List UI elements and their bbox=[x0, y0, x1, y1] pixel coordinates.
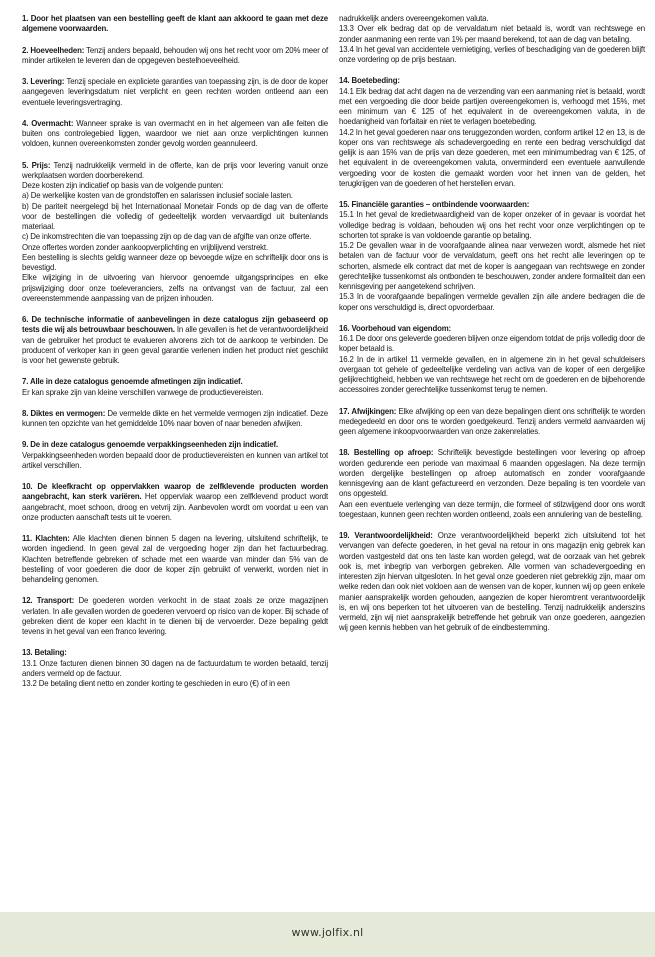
section-paragraph: Onze offertes worden zonder aankoopverplichting en vrijblijvend verstrekt. bbox=[22, 242, 268, 252]
section-title: 14. Boetebeding: bbox=[339, 76, 400, 86]
section-paragraph: Een bestelling is slechts geldig wanneer deze op bevoegde wijze en schriftelijk door ons is bevestigd. bbox=[22, 252, 328, 272]
section-heading: 4. Overmacht: bbox=[22, 118, 74, 128]
footer-bar bbox=[0, 912, 655, 957]
section-s16 bbox=[339, 324, 645, 396]
section-heading: 17. Afwijkingen: bbox=[339, 406, 397, 416]
section-heading: 19. Verantwoordelijkheid: bbox=[339, 531, 433, 540]
section-paragraph: 15.3 In de voorafgaande bepalingen vermelde gevallen zijn alle andere bedragen die de koper ons verschuldigd is, direct opvorderbaar. bbox=[339, 292, 645, 312]
section-lead bbox=[22, 596, 328, 637]
section-s15 bbox=[339, 200, 645, 313]
section-s7 bbox=[22, 377, 328, 398]
section-lead bbox=[22, 46, 328, 67]
section-lead bbox=[22, 409, 328, 430]
section-text: Wanneer sprake is van overmacht en in het algemeen van alle feiten die buiten ons controlegebied liggen, waardoor we niet aan onze verplichtingen kunnen voldoen, kunnen overeenkomsten zonder gevolg worden geannuleerd. bbox=[22, 118, 328, 149]
section-paragraph: 13.1 Onze facturen dienen binnen 30 dagen na de factuurdatum te worden betaald, tenzij anders vermeld op de factuur. bbox=[22, 658, 328, 678]
section-lead bbox=[22, 315, 328, 366]
section-lead bbox=[339, 407, 645, 438]
section-paragraph: Verpakkingseenheden worden bepaald door de productievereisten en kunnen van artikel tot artikel verschillen. bbox=[22, 450, 328, 470]
section-lead bbox=[339, 531, 645, 634]
section-heading: 11. Klachten: bbox=[22, 534, 70, 543]
section-lead bbox=[22, 534, 328, 585]
section-heading: 18. Bestelling op afroep: bbox=[339, 448, 434, 458]
section-heading: 12. Transport: bbox=[22, 596, 75, 606]
section-s17 bbox=[339, 407, 645, 438]
section-heading: 9. De in deze catalogus genoemde verpakkingseenheden zijn indicatief. bbox=[22, 440, 278, 450]
section-text: Onze verantwoordelijkheid beperkt zich uitsluitend tot het vervangen van defecte goederen, in het geval na retour in ons magazijn enig gebrek kan worden vastgesteld dat ons ten laste kan worden gelegd, wat de oorzaak van het gebrek ook is, met inbegrip van verborgen gebreken. Alle vormen van schadevergoeding en interesten zijn hiervan uitgesloten. In het geval onze goederen niet gebrekkig zijn, maar om welke reden dan ook niet voldoen aan de wensen van de koper, kunnen wij op geen enkele manier aansprakelijk worden gehouden, aangezien de koper hieromtrent verantwoordelijk is, en wij ons beperken tot het uitvoeren van de bestelling. Tenzij nadrukkelijk anderszins vermeld, zijn wij niet aansprakelijk betreffende het gebruik van onze goederen, aangezien wij geen kennis hebben van het gebruik of de eindbestemming. bbox=[339, 531, 646, 633]
section-text: De vermelde dikte en het vermelde vermogen zijn indicatief. Deze kunnen ten opzichte van het gemiddelde 10% naar boven of naar beneden afwijken. bbox=[22, 408, 329, 428]
section-s6 bbox=[22, 315, 328, 366]
section-s11 bbox=[22, 534, 328, 585]
section-heading: 13. Betaling: bbox=[22, 648, 67, 658]
section-text: Tenzij anders bepaald, behouden wij ons het recht voor om 20% meer of minder artikelen te leveren dan de opgegeven bestelhoeveelheid. bbox=[22, 45, 328, 65]
section-paragraph: Aan een eventuele verlenging van deze termijn, die formeel of stilzwijgend door ons wordt toegestaan, kunnen geen rechten worden ontleend, zoals een annulering van de bestelling. bbox=[339, 499, 645, 519]
section-paragraph: a) De werkelijke kosten van de grondstoffen en salarissen inclusief sociale lasten. bbox=[22, 191, 293, 201]
section-lead bbox=[22, 77, 328, 108]
section-lead bbox=[22, 648, 328, 658]
section-text: Het oppervlak waarop een zelfklevend product wordt aangebracht, moet schoon, droog en vetvrij zijn. Aanbevolen wordt om voordat u een van onze producten aanschaft tests uit te voeren. bbox=[22, 492, 329, 522]
section-paragraph: 16.2 In de in artikel 11 vermelde gevallen, en in algemene zin in het geval schuldeisers overgaan tot gehele of gedeeltelijke verdeling van activa van de koper of een dergelijke gelijkrechtigheid, hebben we van rechtswege het recht om de goederen en de bijbehorende accessoires zonder gerechtelijke tussenkomst terug te nemen. bbox=[339, 354, 645, 395]
section-paragraph: Elke wijziging in de uitvoering van hiervoor genoemde uitgangsprincipes en elke prijswijziging door onze toeleveranciers, zelfs na ontvangst van de factuur, zal een overeenstemmende aanpassing van de prijzen inhouden. bbox=[22, 273, 328, 303]
website-link[interactable]: www.jolfix.nl bbox=[291, 926, 364, 939]
section-lead bbox=[22, 440, 328, 450]
section-paragraph: 13.4 In het geval van accidentele vernietiging, verlies of beschadiging van de goederen blijft onze vordering op de prijs bestaan. bbox=[339, 44, 645, 64]
section-lead bbox=[22, 161, 328, 182]
section-s5 bbox=[22, 161, 328, 305]
section-paragraph: 16.1 De door ons geleverde goederen blijven onze eigendom totdat de prijs volledig door de koper betaald is. bbox=[339, 334, 645, 354]
section-heading: 6. De technische informatie of aanbevelingen in deze catalogus zijn gebaseerd op tests die wij als betrouwbaar beschouwen. bbox=[22, 315, 328, 335]
section-paragraph: 13.2 De betaling dient netto en zonder korting te geschieden in euro (€) of in een bbox=[22, 679, 290, 688]
section-paragraph: 15.2 De gevallen waar in de voorafgaande alinea naar verwezen wordt, alsmede het niet betalen van de factuur voor de vervaldatum, geeft ons het recht alle leveringen op te schorten, alsmede elk contract dat met de koper is aangegaan van rechtswege en zonder gerechtelijke tussenkomst als ontbonden te beschouwen, zonder andere formaliteit dan een kennisgeving per aangetekend schrijven. bbox=[339, 241, 645, 291]
section-text: In alle gevallen is het de verantwoordelijkheid van de gebruiker het product te evalueren alvorens zich tot de aankoop te verbinden. De producent of verkoper kan in geen geval garantie verlenen indien het product niet geschikt is voor het gewenste gebruik. bbox=[22, 325, 329, 365]
section-paragraph: b) De pariteit neergelegd bij het Internationaal Monetair Fonds op de dag van de offerte voor de bestellingen die volledig of gedeeltelijk worden vervaardigd uit buitenlands materiaal. bbox=[22, 201, 328, 231]
section-heading: 10. De kleefkracht op oppervlakken waarop de zelfklevende producten worden aangebracht, kan sterk variëren. bbox=[22, 482, 328, 502]
section-title: 15. Financiële garanties – ontbindende voorwaarden: bbox=[339, 200, 530, 209]
section-paragraph: c) De inkomstrechten die van toepassing zijn op de dag van de afgifte van onze offerte. bbox=[22, 232, 312, 242]
section-text: Schriftelijk bevestigde bestellingen voor levering op afroep worden gedurende een periode van maximaal 6 maanden opgeslagen. Na deze termijn worden dergelijke bestellingen op afroep automatisch en zonder voorafgaande kennisgeving aan de klant gefactureerd en verzonden. Deze bepaling is ten voordele van ons opgesteld. bbox=[339, 448, 646, 499]
section-paragraph: Deze kosten zijn indicatief op basis van de volgende punten: bbox=[22, 181, 224, 190]
section-s13b bbox=[339, 14, 645, 65]
section-lead bbox=[22, 482, 328, 523]
section-s14 bbox=[339, 76, 645, 189]
section-paragraph: 14.1 Elk bedrag dat acht dagen na de verzending van een aanmaning niet is betaald, wordt met een vergoeding die door beide partijen overeengekomen is, verhoogd met 15%, met een minimum van € 125 of het equivalent in de overeengekomen valuta, in de hoedanigheid van forfaitair en niet te verlagen boetebeding. bbox=[339, 86, 645, 127]
section-paragraph: Er kan sprake zijn van kleine verschillen vanwege de productievereisten. bbox=[22, 387, 264, 397]
section-text: Tenzij speciale en expliciete garanties van toepassing zijn, is de door de koper aangegeven leveringsdatum niet verplicht en geen rechten worden ontleend aan een eventuele leveringsvertraging. bbox=[22, 77, 328, 107]
section-s12 bbox=[22, 596, 328, 637]
section-s2 bbox=[22, 46, 328, 67]
left-column bbox=[22, 14, 328, 700]
section-s8 bbox=[22, 409, 328, 430]
section-s4 bbox=[22, 119, 328, 150]
section-title: 16. Voorbehoud van eigendom: bbox=[339, 323, 452, 333]
section-lead bbox=[339, 448, 645, 499]
section-heading: 1. Door het plaatsen van een bestelling geeft de klant aan akkoord te gaan met deze algemene voorwaarden. bbox=[22, 14, 328, 34]
section-lead bbox=[22, 377, 328, 387]
section-heading: 7. Alle in deze catalogus genoemde afmetingen zijn indicatief. bbox=[22, 377, 243, 387]
right-column bbox=[339, 14, 645, 645]
section-paragraph: 15.1 In het geval de kredietwaardigheid van de koper onzeker of in gevaar is voordat het volledige bedrag is voldaan, behouden wij ons het recht voor onze verplichtingen op te schorten tot sprake is van voldoende garantie op betaling. bbox=[339, 210, 645, 240]
section-s9 bbox=[22, 440, 328, 471]
section-lead bbox=[22, 119, 328, 150]
section-lead bbox=[22, 14, 328, 35]
section-text: De goederen worden verkocht in de staat zoals ze onze magazijnen verlaten. In alle gevallen worden de goederen vervoerd op risico van de koper. Bij schade of gebreken dient de koper een klacht in te dienen bij de vervoerder. Deze bepaling geldt tevens in het geval van een franco levering. bbox=[22, 596, 328, 636]
section-text: Tenzij nadrukkelijk vermeld in de offerte, kan de prijs voor levering vanuit onze werkplaatsen worden doorberekend. bbox=[22, 160, 328, 180]
section-heading: 5. Prijs: bbox=[22, 160, 51, 170]
section-text: Elke afwijking op een van deze bepalingen dient ons schriftelijk te worden medegedeeld en door ons te worden goedgekeurd. Tenzij anders vermeld aanvaarden wij geen algemene inkoopvoorwaarden van onze zakenrelaties. bbox=[339, 406, 645, 436]
section-s10 bbox=[22, 482, 328, 523]
section-paragraph: 13.3 Over elk bedrag dat op de vervaldatum niet betaald is, wordt van rechtswege en zonder aanmaning een rente van 1% per maand berekend, tot aan de dag van betaling. bbox=[339, 24, 645, 44]
section-text: Alle klachten dienen binnen 5 dagen na levering, uitsluitend schriftelijk, te worden ingediend. In geen geval zal de vergoeding hoger zijn dan het factuurbedrag. Klachten betreffende gebreken of schade met een waarde van minder dan 5% van de bestelling of voor goederen die door de koper zijn gebruikt of verwerkt, worden niet in behandeling genomen. bbox=[22, 534, 329, 584]
section-s1 bbox=[22, 14, 328, 35]
section-paragraph: 14.2 In het geval goederen naar ons teruggezonden worden, conform artikel 12 en 13, is de koper ons van rechtswege als schadevergoeding en rente een bedrag verschuldigd dat gelijk is aan 15% van de prijs van deze goederen, met een minimumbedrag van € 125, of het equivalent in de overeengekomen valuta, onverminderd een eventuele aanvullende vergoeding voor de kosten die gemaakt worden voor het innen van de gelden, het terugkrijgen van de goederen of het herstellen ervan. bbox=[339, 127, 645, 188]
section-s18 bbox=[339, 448, 645, 520]
section-s19 bbox=[339, 531, 645, 634]
section-heading: 8. Diktes en vermogen: bbox=[22, 408, 106, 418]
section-heading: 2. Hoeveelheden: bbox=[22, 45, 85, 55]
section-heading: 3. Levering: bbox=[22, 77, 65, 86]
section-s13 bbox=[22, 648, 328, 689]
section-paragraph: nadrukkelijk anders overeengekomen valuta. bbox=[339, 14, 489, 23]
section-s3 bbox=[22, 77, 328, 108]
